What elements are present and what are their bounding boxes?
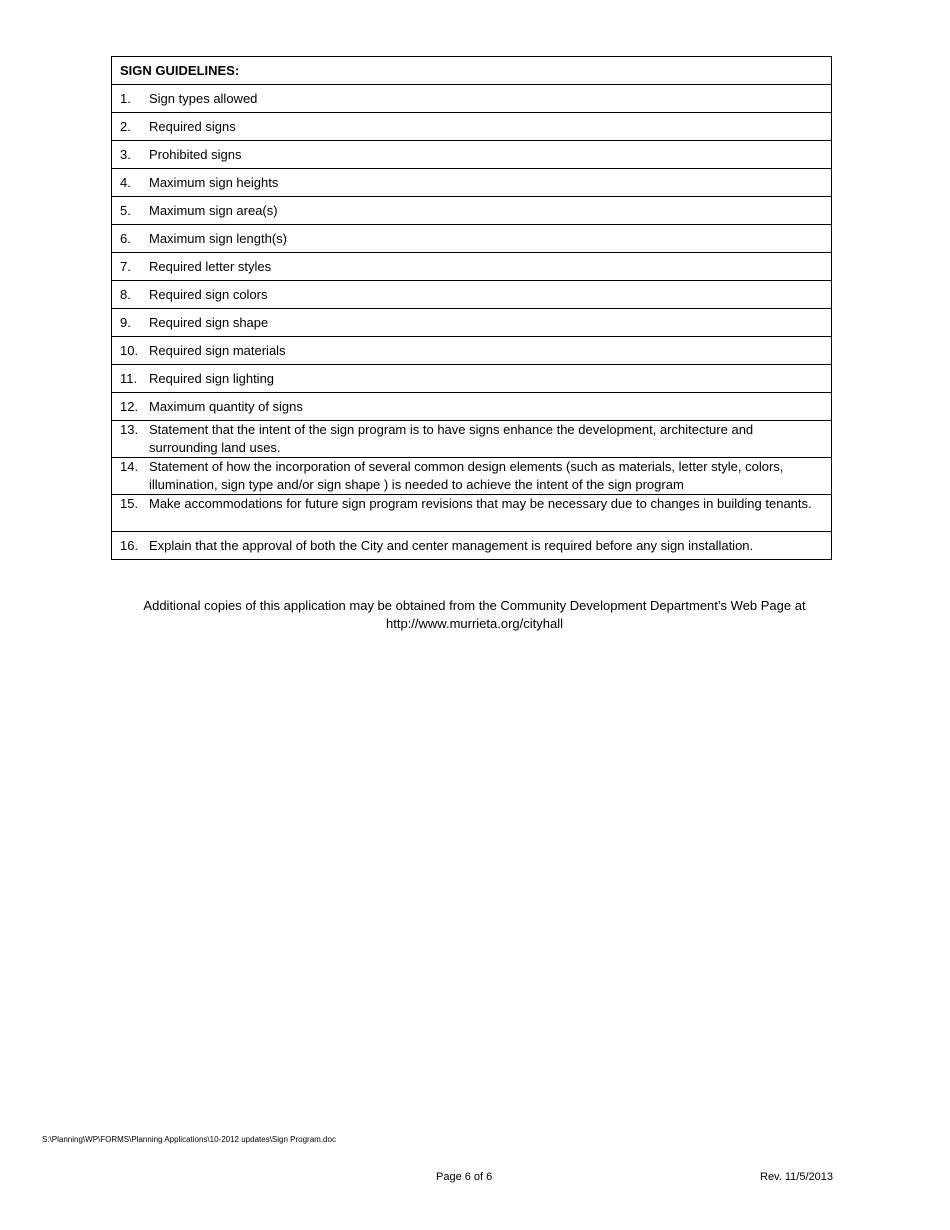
row-number: 9. xyxy=(120,314,131,330)
row-text: Statement that the intent of the sign program is to have signs enhance the development, architecture and surrounding land uses. xyxy=(149,422,754,455)
row-number: 7. xyxy=(120,258,131,274)
additional-copies-text: Additional copies of this application may be obtained from the Community Development Department’s Web Page at xyxy=(143,598,806,613)
row-number: 15. xyxy=(120,496,139,511)
row-text: Maximum sign area(s) xyxy=(149,202,278,218)
row-text: Statement of how the incorporation of several common design elements (such as materials, letter style, colors, illumination, sign type and/or sign shape ) is needed to achieve the intent of the sign program xyxy=(149,459,784,492)
row-number: 5. xyxy=(120,202,131,218)
row-text: Maximum sign heights xyxy=(149,174,279,190)
table-row xyxy=(112,281,832,309)
table-row xyxy=(112,169,832,197)
table-row xyxy=(112,532,832,560)
table-row xyxy=(112,85,832,113)
website-url: http://www.murrieta.org/cityhall xyxy=(385,616,563,631)
row-text: Required sign shape xyxy=(149,314,269,330)
row-number: 14. xyxy=(120,459,139,474)
row-number: 11. xyxy=(120,370,138,386)
table-row xyxy=(112,393,832,421)
table-row xyxy=(112,253,832,281)
page-number: Page 6 of 6 xyxy=(436,1171,493,1183)
table-header: SIGN GUIDELINES: xyxy=(112,57,832,85)
row-number: 2. xyxy=(120,118,131,134)
table-row xyxy=(112,365,832,393)
row-text: Required sign materials xyxy=(149,342,286,358)
table-row xyxy=(112,421,832,458)
table-row xyxy=(112,141,832,169)
row-number: 3. xyxy=(120,146,131,162)
row-text: Explain that the approval of both the City and center management is required before any sign installation. xyxy=(149,537,754,553)
sign-guidelines-table xyxy=(111,56,832,560)
row-text: Prohibited signs xyxy=(149,146,242,162)
table-row xyxy=(112,225,832,253)
row-text: Maximum quantity of signs xyxy=(149,398,303,414)
row-number: 1. xyxy=(120,90,131,106)
document-path: S:\Planning\WP\FORMS\Planning Applications\10-2012 updates\Sign Program.doc xyxy=(42,1135,336,1144)
revision-date: Rev. 11/5/2013 xyxy=(760,1171,833,1183)
row-text: Make accommodations for future sign program revisions that may be necessary due to changes in building tenants. xyxy=(149,496,812,511)
table-row xyxy=(112,197,832,225)
table-row xyxy=(112,113,832,141)
row-number: 4. xyxy=(120,174,131,190)
row-number: 8. xyxy=(120,286,131,302)
row-text: Required letter styles xyxy=(149,258,272,274)
row-number: 16. xyxy=(120,537,139,553)
row-number: 10. xyxy=(120,342,139,358)
row-text: Required sign lighting xyxy=(149,370,275,386)
table-row xyxy=(112,309,832,337)
row-number: 13. xyxy=(120,422,139,437)
row-number: 6. xyxy=(120,230,131,246)
row-text: Required signs xyxy=(149,118,236,134)
row-text: Required sign colors xyxy=(149,286,268,302)
row-text: Maximum sign length(s) xyxy=(149,230,287,246)
table-row xyxy=(112,458,832,495)
table-header-row xyxy=(112,57,832,85)
table-row xyxy=(112,495,832,532)
additional-copies-note xyxy=(111,597,838,633)
table-row xyxy=(112,337,832,365)
row-number: 12. xyxy=(120,398,139,414)
row-text: Sign types allowed xyxy=(149,90,258,106)
